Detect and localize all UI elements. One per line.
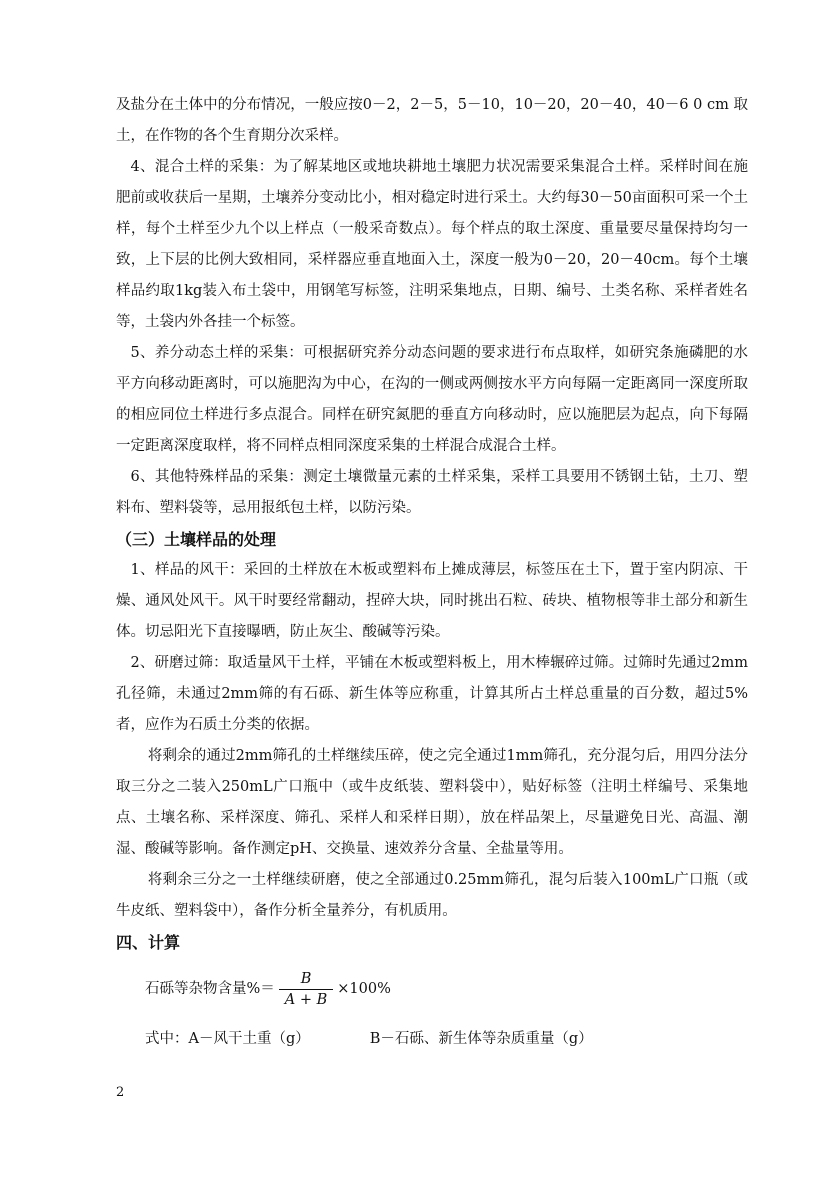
paragraph-p3: 6、其他特殊样品的采集：测定土壤微量元素的土样采集，采样工具要用不锈钢土钻，土刀、塑料布、塑料袋等，忌用报纸包土样，以防污染。 — [116, 469, 748, 516]
formula-denominator: A + B — [279, 989, 334, 1010]
paragraph-p2: 5、养分动态土样的采集：可根据研究养分动态问题的要求进行布点取样，如研究条施磷肥的水平方向移动距离时，可以施肥沟为中心，在沟的一侧或两侧按水平方向每隔一定距离同一深度所取的相应同位土样进行多点混合。同样在研究氮肥的垂直方向移动时，应以施肥层为起点，向下每隔一定距离深度取样，将不同样点相同深度采集的土样混合成混合土样。 — [116, 345, 748, 454]
page-content — [116, 90, 748, 1055]
legend-a: 式中：A－风干土重（g） — [145, 1031, 310, 1047]
paragraph-q3: 将剩余三分之一土样继续研磨，使之全部通过0.25mm筛孔，混匀后装入100mL广口瓶（或牛皮纸、塑料袋中），备作分析全量养分，有机质用。 — [116, 872, 748, 919]
paragraph-p1: 4、混合土样的采集：为了解某地区或地块耕地土壤肥力状况需要采集混合土样。采样时间在施肥前或收获后一星期，土壤养分变动比小，相对稳定时进行采土。大约每30－50亩面积可采一个土样，每个土样至少九个以上样点（一般采奇数点）。每个样点的取土深度、重量要尽量保持均匀一致，上下层的比例大致相同，采样器应垂直地面入土，深度一般为0－20，20－40cm。每个土壤样品约取1kg装入布土袋中，用钢笔写标签，注明采集地点，日期、编号、土类名称、采样者姓名等，土袋内外各挂一个标签。 — [116, 159, 748, 330]
formula-label: 石砾等杂物含量%＝ — [145, 980, 275, 997]
paragraph-q1: 2、研磨过筛：取适量风干土样，平铺在木板或塑料板上，用木棒辗碎过筛。过筛时先通过2mm孔径筛，未通过2mm筛的有石砾、新生体等应称重，计算其所占土样总重量的百分数，超过5%者，应作为石质土分类的依据。 — [116, 655, 748, 733]
paragraph-q2: 将剩余的通过2mm筛孔的土样继续压碎，使之完全通过1mm筛孔，充分混匀后，用四分法分取三分之二装入250mL广口瓶中（或牛皮纸装、塑料袋中），贴好标签（注明土样编号、采集地点、土壤名称、采样深度、筛孔、采样人和采样日期），放在样品架上，尽量避免日光、高温、潮湿、酸碱等影响。备作测定pH、交换量、速效养分含量、全盐量等用。 — [116, 748, 748, 857]
paragraph-q0: 1、样品的风干：采回的土样放在木板或塑料布上摊成薄层，标签压在土下，置于室内阴凉、干燥、通风处风干。风干时要经常翻动，捏碎大块，同时挑出石粒、砖块、植物根等非土部分和新生体。切忌阳光下直接曝晒，防止灰尘、酸碱等污染。 — [116, 562, 748, 640]
paragraph-group-sampling — [116, 90, 748, 524]
paragraph-group-processing — [116, 555, 748, 927]
legend-b: B－石砾、新生体等杂质重量（g） — [369, 1031, 593, 1047]
page-number: 2 — [116, 1085, 125, 1100]
formula — [116, 958, 748, 1020]
formula-numerator: B — [300, 970, 312, 987]
formula-suffix: ×100% — [337, 980, 391, 997]
formula-legend — [116, 1024, 748, 1055]
section-heading-soil-processing: （三）土壤样品的处理 — [116, 530, 277, 549]
paragraph-p0: 及盐分在土体中的分布情况，一般应按0－2，2－5，5－10，10－20，20－40，40－6 0 cm 取土，在作物的各个生育期分次采样。 — [116, 97, 748, 144]
section-heading-calculation: 四、计算 — [116, 933, 181, 952]
formula-fraction — [279, 969, 334, 1010]
